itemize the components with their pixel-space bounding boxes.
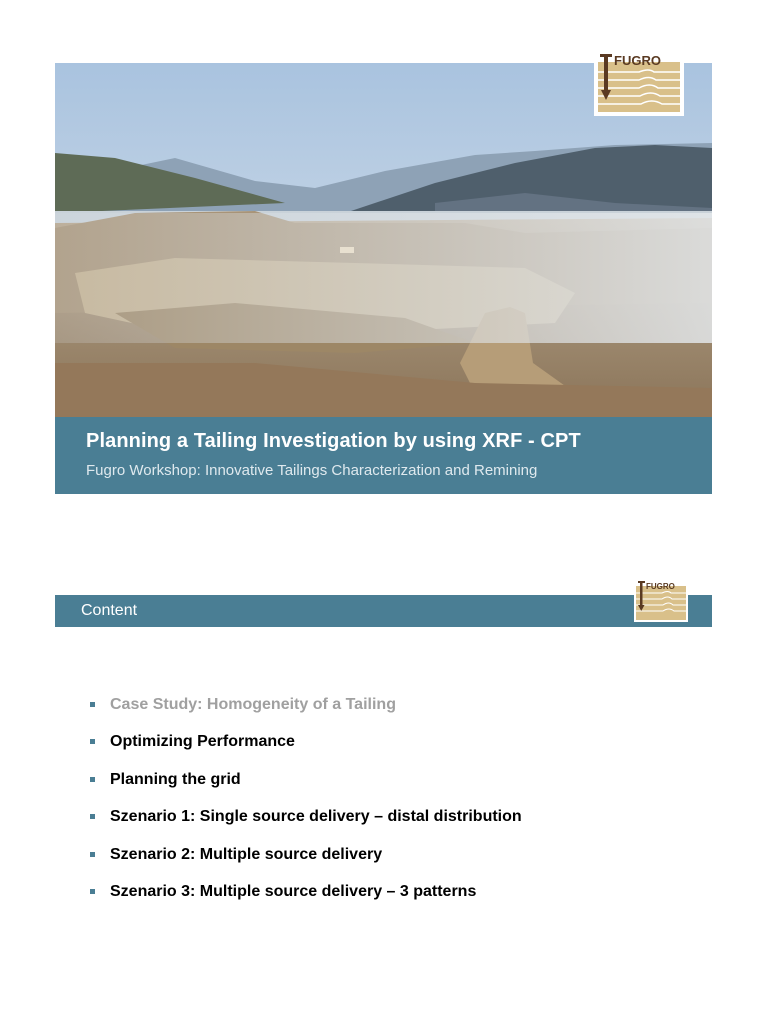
svg-text:FUGRO: FUGRO [614, 53, 661, 68]
list-item-label: Szenario 1: Single source delivery – distal distribution [110, 808, 522, 826]
svg-text:FUGRO: FUGRO [646, 582, 675, 591]
bullet-icon [90, 814, 95, 819]
list-item-label: Optimizing Performance [110, 733, 295, 751]
fugro-logo-small-icon [634, 578, 688, 622]
fugro-logo-icon [594, 50, 684, 116]
bullet-icon [90, 889, 95, 894]
list-item-label: Szenario 3: Multiple source delivery – 3 patterns [110, 882, 477, 900]
bullet-icon [90, 852, 95, 857]
landscape-photo [55, 63, 712, 417]
slide-subtitle: Fugro Workshop: Innovative Tailings Characterization and Remining [86, 462, 538, 479]
bullet-icon [90, 777, 95, 782]
slide-title: Planning a Tailing Investigation by using XRF - CPT [86, 430, 581, 452]
fugro-logo-small [634, 578, 688, 622]
content-title: Content [81, 602, 138, 619]
fugro-logo [594, 50, 684, 116]
title-band [55, 417, 712, 494]
list-item-label: Case Study: Homogeneity of a Tailing [110, 696, 396, 713]
title-slide [55, 63, 712, 494]
content-header-band [55, 595, 712, 627]
list-item-label: Szenario 2: Multiple source delivery [110, 845, 383, 863]
bullet-icon [90, 702, 95, 707]
list-item-label: Planning the grid [110, 770, 241, 788]
bullet-icon [90, 739, 95, 744]
